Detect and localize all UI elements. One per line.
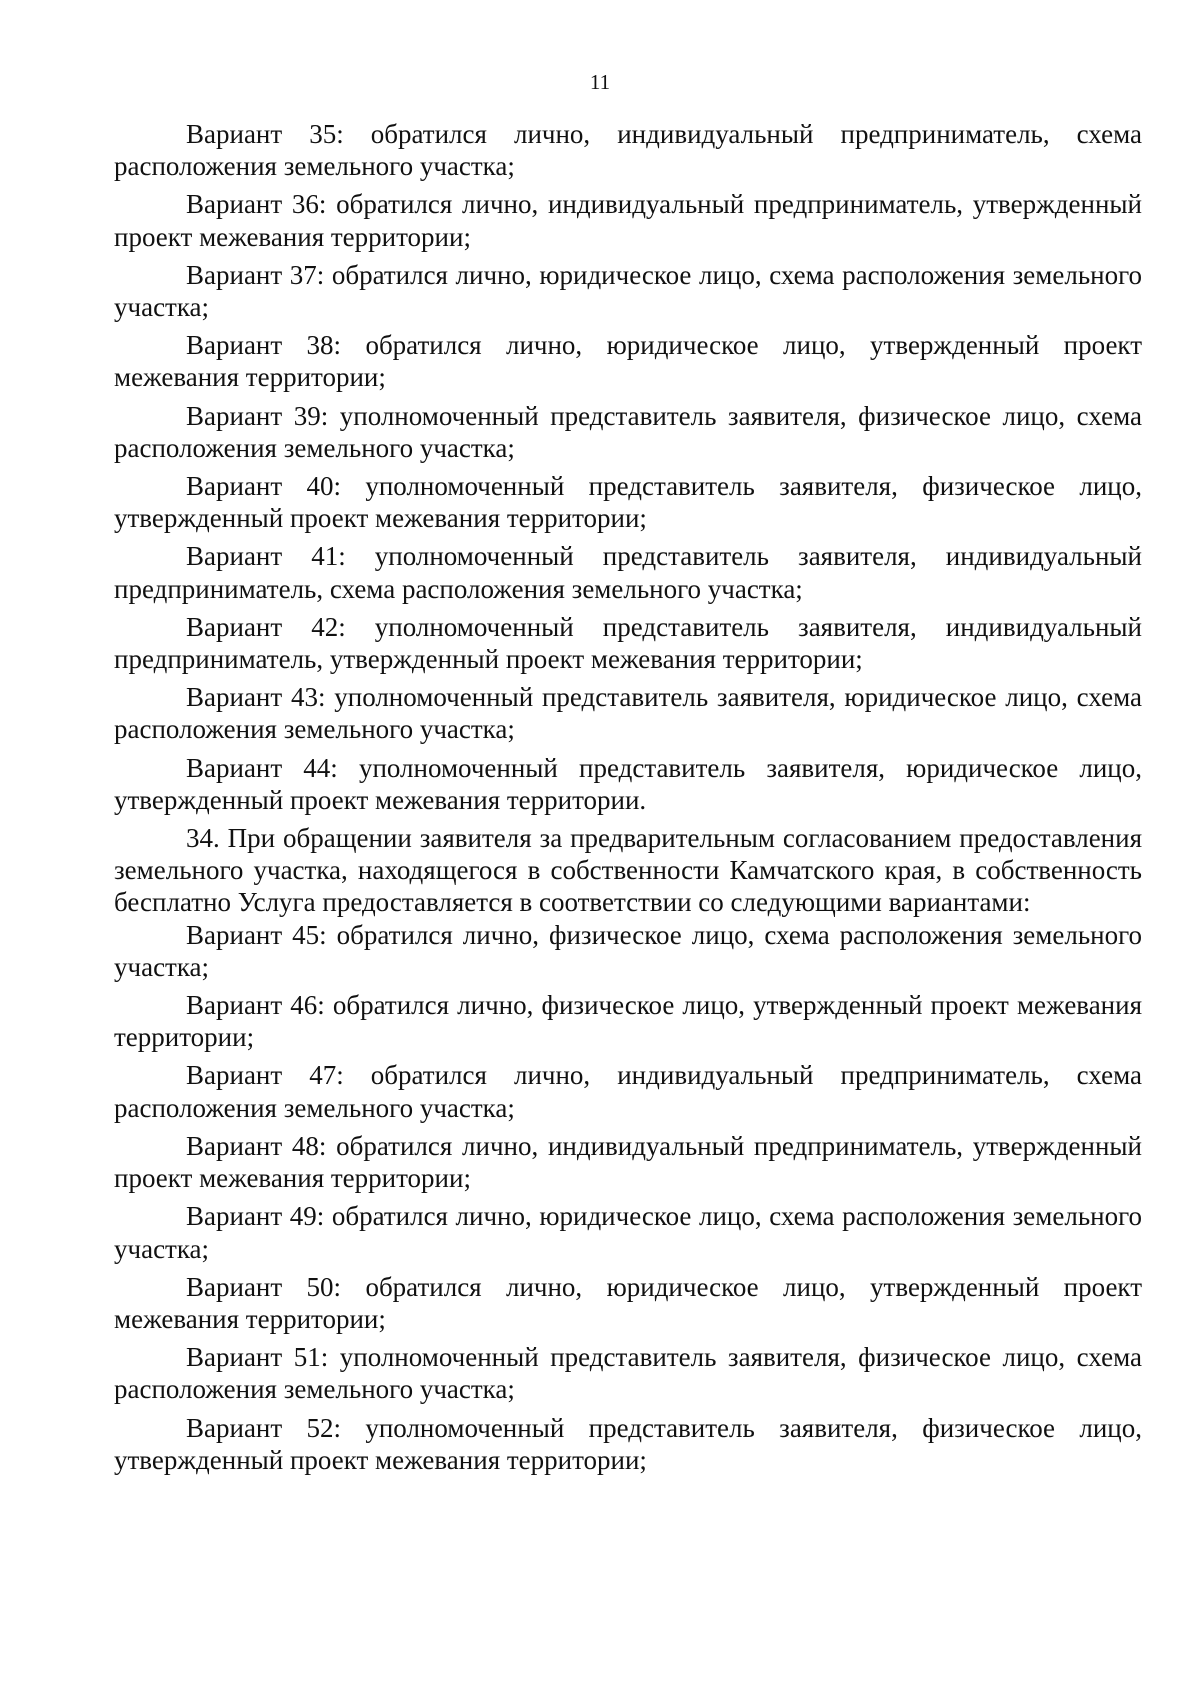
page-number: 11	[589, 70, 611, 94]
variant-35-paragraph: Вариант 35: обратился лично, индивидуальный предприниматель, схема расположения земельного участка;	[114, 119, 1142, 182]
variant-44-paragraph: Вариант 44: уполномоченный представитель заявителя, юридическое лицо, утвержденный проект межевания территории.	[114, 752, 1142, 815]
variant-37-paragraph: Вариант 37: обратился лично, юридическое лицо, схема расположения земельного участка;	[114, 259, 1142, 323]
variant-42-paragraph: Вариант 42: уполномоченный представитель заявителя, индивидуальный предприниматель, утвержденный проект межевания территории;	[114, 611, 1142, 675]
document-body	[114, 118, 1142, 1482]
variant-40-paragraph: Вариант 40: уполномоченный представитель заявителя, физическое лицо, утвержденный проект межевания территории;	[114, 471, 1142, 534]
variant-41-paragraph: Вариант 41: уполномоченный представитель заявителя, индивидуальный предприниматель, схема расположения земельного участка;	[114, 541, 1142, 604]
variant-48-paragraph: Вариант 48: обратился лично, индивидуальный предприниматель, утвержденный проект межевания территории;	[114, 1130, 1142, 1194]
variant-36-paragraph: Вариант 36: обратился лично, индивидуальный предприниматель, утвержденный проект межевания территории;	[114, 189, 1142, 252]
variant-46-paragraph: Вариант 46: обратился лично, физическое лицо, утвержденный проект межевания территории;	[114, 990, 1142, 1053]
variant-49-paragraph: Вариант 49: обратился лично, юридическое лицо, схема расположения земельного участка;	[114, 1201, 1142, 1264]
variant-52-paragraph: Вариант 52: уполномоченный представитель заявителя, физическое лицо, утвержденный проект межевания территории;	[114, 1412, 1142, 1475]
variant-51-paragraph: Вариант 51: уполномоченный представитель заявителя, физическое лицо, схема расположения земельного участка;	[114, 1342, 1142, 1405]
variant-45-paragraph: Вариант 45: обратился лично, физическое лицо, схема расположения земельного участка;	[114, 919, 1142, 982]
variant-43-paragraph: Вариант 43: уполномоченный представитель заявителя, юридическое лицо, схема расположения земельного участка;	[114, 682, 1142, 745]
clause-34-paragraph: 34. При обращении заявителя за предварительным согласованием предоставления земельного участка, находящегося в собственности Камчатского края, в собственность бесплатно Услуга предоставляется в соответствии со следующими вариантами:	[114, 823, 1142, 918]
variant-38-paragraph: Вариант 38: обратился лично, юридическое лицо, утвержденный проект межевания территории;	[114, 330, 1142, 393]
variant-47-paragraph: Вариант 47: обратился лично, индивидуальный предприниматель, схема расположения земельного участка;	[114, 1060, 1142, 1123]
variant-50-paragraph: Вариант 50: обратился лично, юридическое лицо, утвержденный проект межевания территории;	[114, 1271, 1142, 1334]
variant-39-paragraph: Вариант 39: уполномоченный представитель заявителя, физическое лицо, схема расположения земельного участка;	[114, 400, 1142, 463]
